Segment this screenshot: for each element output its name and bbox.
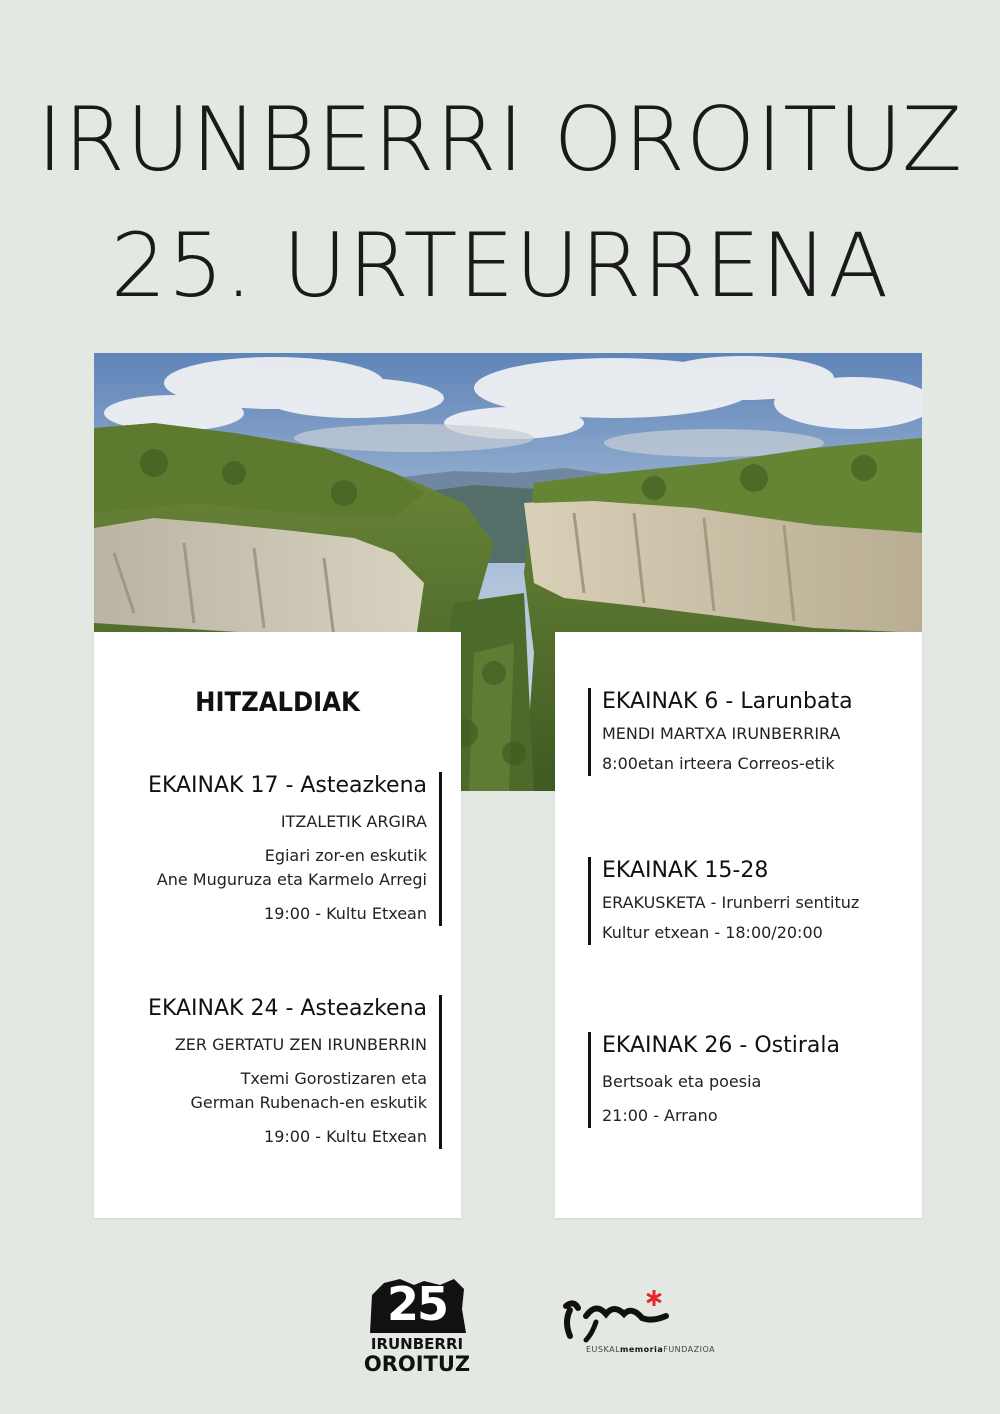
event-speaker-line1: Txemi Gorostizaren eta — [240, 1069, 427, 1088]
foundation-name-bold: memoria — [620, 1345, 664, 1354]
events-card — [555, 632, 922, 1218]
event-divider — [588, 857, 591, 945]
event-divider — [439, 995, 442, 1149]
event-divider — [439, 772, 442, 926]
event-speaker-line1: Egiari zor-en eskutik — [264, 846, 427, 865]
event-date: EKAINAK 15-28 — [602, 858, 769, 883]
event-date: EKAINAK 17 - Asteazkena — [148, 773, 427, 798]
irunberri-oroituz-25-logo — [362, 1275, 472, 1380]
anniversary-number: 25 — [386, 1277, 447, 1331]
poster-title-line2: 25. URTEURRENA — [110, 214, 890, 317]
event-line2: Kultur etxean - 18:00/20:00 — [602, 923, 823, 942]
event-line2: 21:00 - Arrano — [602, 1106, 718, 1125]
talk-event-1 — [114, 772, 442, 926]
event-line1: ERAKUSKETA - Irunberri sentituz — [602, 893, 860, 912]
logo-text-line2: OROITUZ — [363, 1352, 471, 1376]
event-title: ITZALETIK ARGIRA — [280, 812, 427, 831]
event-divider — [588, 688, 591, 776]
event-erakusketa — [588, 857, 902, 945]
talks-heading: HITZALDIAK — [195, 687, 360, 718]
event-speaker-line2: Ane Muguruza eta Karmelo Arregi — [156, 870, 427, 889]
event-bertsoak — [588, 1032, 902, 1128]
foundation-name — [586, 1345, 715, 1354]
talk-event-2 — [114, 995, 442, 1149]
talks-card — [94, 632, 461, 1218]
event-line1: Bertsoak eta poesia — [602, 1072, 762, 1091]
event-divider — [588, 1032, 591, 1128]
event-title: ZER GERTATU ZEN IRUNBERRIN — [174, 1035, 427, 1054]
event-date: EKAINAK 26 - Ostirala — [602, 1033, 840, 1058]
event-time: 19:00 - Kultu Etxean — [264, 904, 427, 923]
em-signature-mark-icon — [556, 1288, 706, 1346]
event-date: EKAINAK 24 - Asteazkena — [148, 996, 427, 1021]
event-line2: 8:00etan irteera Correos-etik — [602, 754, 835, 773]
event-line1: MENDI MARTXA IRUNBERRIRA — [602, 724, 841, 743]
event-date: EKAINAK 6 - Larunbata — [602, 689, 853, 714]
event-mendi-martxa — [588, 688, 902, 776]
foundation-name-suffix: FUNDAZIOA — [663, 1345, 716, 1354]
asterisk-icon — [646, 1290, 661, 1306]
event-time: 19:00 - Kultu Etxean — [264, 1127, 427, 1146]
foundation-name-prefix: EUSKAL — [586, 1345, 621, 1354]
logo-text-line1: IRUNBERRI — [370, 1335, 464, 1353]
event-speaker-line2: German Rubenach-en eskutik — [190, 1093, 427, 1112]
poster-title-line1: IRUNBERRI OROITUZ — [36, 88, 964, 191]
euskal-memoria-logo — [556, 1288, 716, 1368]
